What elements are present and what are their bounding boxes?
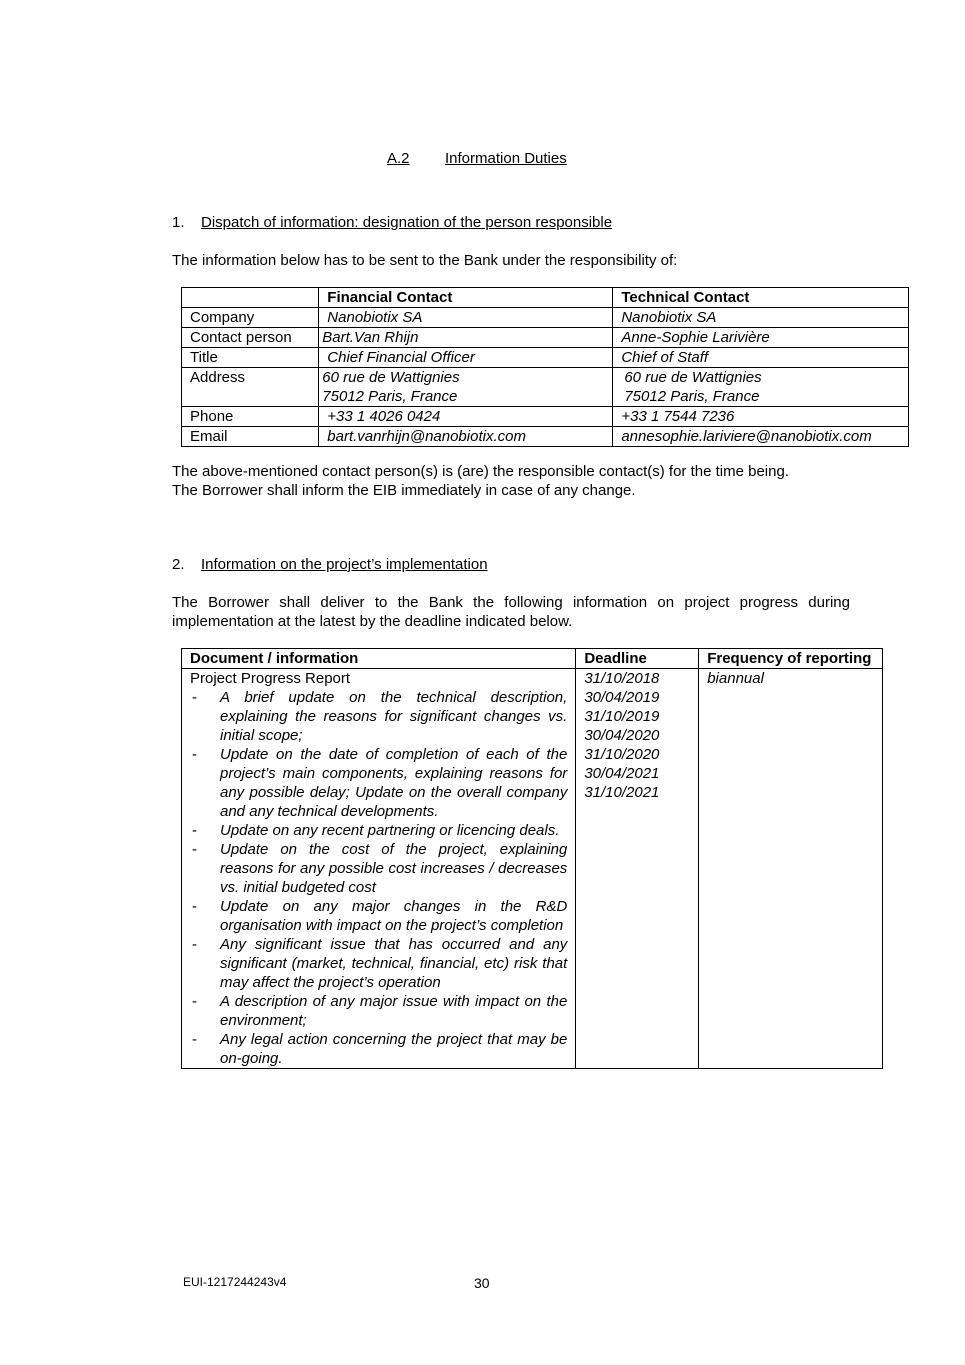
deadline-date: 31/10/2020	[584, 746, 660, 763]
list-item: - Any significant issue that has occurred and any significant (market, technical, financial, etc) risk that may affect the project’s operation	[192, 936, 568, 991]
financial-value: Nanobiotix SA	[319, 308, 613, 328]
item-list	[190, 688, 567, 1068]
financial-value: Chief Financial Officer	[319, 348, 613, 368]
table-header-row	[182, 288, 909, 308]
section-heading: Information Duties	[445, 150, 567, 167]
table-header-row	[182, 649, 883, 669]
header-cell-empty	[182, 288, 319, 308]
table-row	[182, 368, 909, 407]
row-label: Phone	[182, 407, 319, 427]
header-document: Document / information	[182, 649, 576, 669]
deadline-date: 31/10/2021	[584, 784, 660, 801]
part1-number: 1.	[172, 214, 185, 231]
part2-heading	[172, 556, 488, 574]
section-number: A.2	[387, 150, 410, 167]
financial-email: bart.vanrhijn@nanobiotix.com	[319, 427, 613, 447]
row-label: Company	[182, 308, 319, 328]
deadline-date: 31/10/2018	[584, 670, 660, 687]
address-line: 75012 Paris, France	[322, 388, 458, 405]
deadline-date: 30/04/2020	[584, 727, 660, 744]
address-line: 60 rue de Wattignies	[624, 369, 762, 386]
page-number: 30	[474, 1275, 490, 1291]
table-row	[182, 328, 909, 348]
table-row	[182, 407, 909, 427]
header-deadline: Deadline	[576, 649, 699, 669]
table-row	[182, 669, 883, 1069]
contact-table	[181, 287, 909, 447]
row-label: Title	[182, 348, 319, 368]
list-item: - A description of any major issue with impact on the environment;	[192, 993, 568, 1029]
header-frequency: Frequency of reporting	[699, 649, 883, 669]
financial-value: Bart.Van Rhijn	[319, 328, 613, 348]
part1-note	[172, 462, 850, 500]
list-item: - Update on the cost of the project, explaining reasons for any possible cost increases / decreases vs. initial budgeted cost	[192, 841, 568, 896]
financial-address	[319, 368, 613, 407]
frequency-cell: biannual	[699, 669, 883, 1069]
header-technical-contact: Technical Contact	[613, 288, 909, 308]
part1-title: Dispatch of information: designation of the person responsible	[201, 214, 613, 231]
technical-address	[613, 368, 909, 407]
header-financial-contact: Financial Contact	[319, 288, 613, 308]
row-label: Address	[182, 368, 319, 407]
technical-value: +33 1 7544 7236	[613, 407, 909, 427]
note-line: The above-mentioned contact person(s) is (are) the responsible contact(s) for the time being.	[172, 463, 789, 480]
deadline-date: 30/04/2019	[584, 689, 660, 706]
list-item: - Update on any recent partnering or licencing deals.	[192, 822, 560, 839]
financial-value: +33 1 4026 0424	[319, 407, 613, 427]
section-title	[387, 150, 567, 168]
deadline-date: 31/10/2019	[584, 708, 660, 725]
address-line: 60 rue de Wattignies	[322, 369, 460, 386]
deadline-cell	[576, 669, 699, 1069]
document-reference: EUI-1217244243v4	[183, 1275, 287, 1289]
note-line: The Borrower shall inform the EIB immediately in case of any change.	[172, 482, 636, 499]
document-cell	[182, 669, 576, 1069]
technical-value: Chief of Staff	[613, 348, 909, 368]
table-row	[182, 427, 909, 447]
table-row	[182, 348, 909, 368]
list-item: - Update on any major changes in the R&D organisation with impact on the project’s completion	[192, 898, 568, 934]
list-item: - A brief update on the technical description, explaining the reasons for significant changes vs. initial scope;	[192, 689, 568, 744]
row-label: Contact person	[182, 328, 319, 348]
list-item: - Update on the date of completion of each of the project’s main components, explaining reasons for any possible delay; Update on the overall company and any technical developments.	[192, 746, 568, 820]
part2-title: Information on the project’s implementation	[201, 556, 488, 573]
part2-number: 2.	[172, 556, 185, 573]
part1-heading	[172, 214, 612, 232]
address-line: 75012 Paris, France	[624, 388, 760, 405]
deadline-date: 30/04/2021	[584, 765, 660, 782]
row-label: Email	[182, 427, 319, 447]
technical-email: annesophie.lariviere@nanobiotix.com	[613, 427, 909, 447]
technical-value: Nanobiotix SA	[613, 308, 909, 328]
table-row	[182, 308, 909, 328]
reporting-table	[181, 648, 883, 1069]
document-title: Project Progress Report	[190, 670, 351, 687]
technical-value: Anne-Sophie Larivière	[613, 328, 909, 348]
list-item: - Any legal action concerning the project that may be on-going.	[192, 1031, 568, 1067]
part1-intro: The information below has to be sent to the Bank under the responsibility of:	[172, 252, 678, 269]
part2-intro: The Borrower shall deliver to the Bank the following information on project progress during implementation at the latest by the deadline indicated below.	[172, 594, 850, 630]
